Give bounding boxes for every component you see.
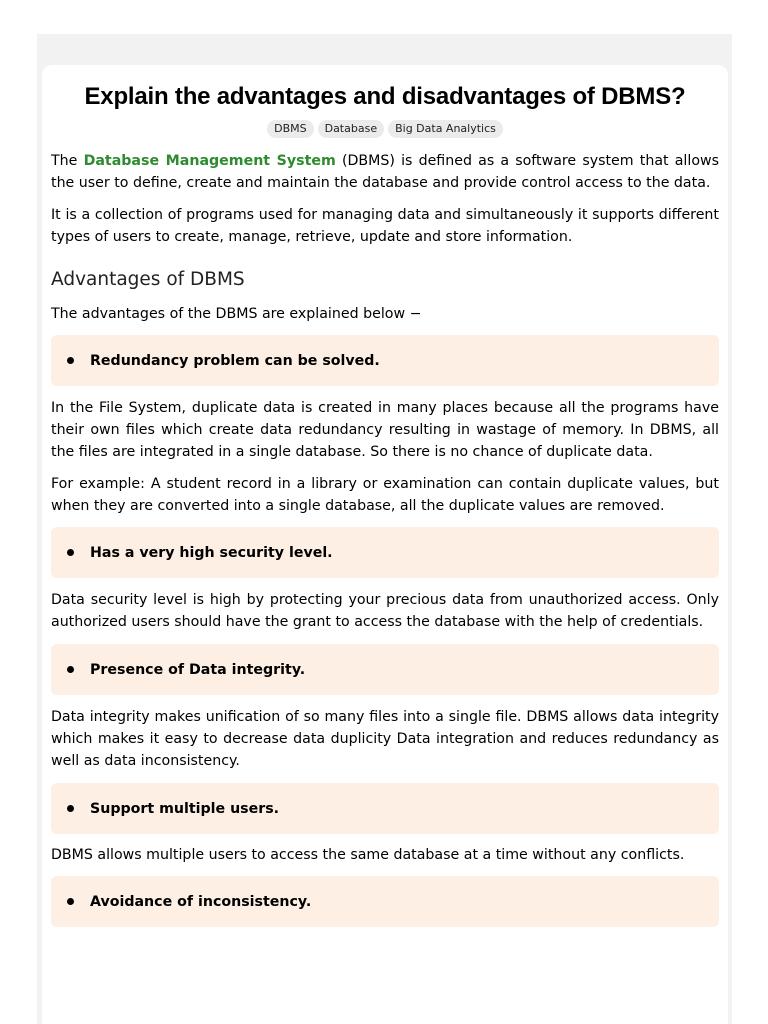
intro-paragraph — [51, 150, 719, 194]
advantage-heading: Avoidance of inconsistency. — [90, 893, 312, 910]
tag-dbms[interactable]: DBMS — [267, 120, 314, 138]
advantage-heading: Redundancy problem can be solved. — [90, 352, 380, 369]
article-content — [51, 150, 719, 927]
advantages-heading: Advantages of DBMS — [51, 269, 245, 290]
bullet-icon — [67, 898, 74, 905]
advantages-lead: The advantages of the DBMS are explained below − — [51, 306, 422, 322]
dbms-link[interactable]: Database Management System — [83, 153, 336, 169]
advantage-paragraph: Data security level is high by protecting your precious data from unauthorized access. Only authorized users should have the grant to access the database with the help of credentials. — [51, 592, 719, 630]
advantage-item-redundancy — [51, 335, 719, 386]
advantage-heading: Support multiple users. — [90, 800, 280, 817]
advantage-paragraph: In the File System, duplicate data is created in many places because all the programs have their own files which create data redundancy resulting in wastage of memory. In DBMS, all the files are integrated in a single database. So there is no chance of duplicate data. — [51, 400, 719, 460]
advantage-heading: Has a very high security level. — [90, 544, 333, 561]
advantage-heading: Presence of Data integrity. — [90, 661, 306, 678]
tag-big-data-analytics[interactable]: Big Data Analytics — [388, 120, 503, 138]
intro-paragraph-2: It is a collection of programs used for managing data and simultaneously it supports different types of users to create, manage, retrieve, update and store information. — [51, 207, 719, 245]
bullet-icon — [67, 549, 74, 556]
advantage-paragraph: DBMS allows multiple users to access the same database at a time without any conflicts. — [51, 847, 685, 863]
advantage-paragraph: For example: A student record in a library or examination can contain duplicate values, but when they are converted into a single database, all the duplicate values are removed. — [51, 476, 719, 514]
page-title: Explain the advantages and disadvantages of DBMS? — [84, 83, 686, 110]
advantage-item-multiple-users — [51, 783, 719, 834]
article-card — [42, 65, 728, 1024]
bullet-icon — [67, 805, 74, 812]
advantage-paragraph: Data integrity makes unification of so many files into a single file. DBMS allows data integrity which makes it easy to decrease data duplicity Data integration and reduces redundancy as well as data inconsistency. — [51, 709, 719, 769]
bullet-icon — [67, 666, 74, 673]
intro-suffix: (DBMS) is defined as a software system that allows the user to define, create and maintain the database and provide control access to the data. — [51, 153, 719, 191]
advantage-item-integrity — [51, 644, 719, 695]
advantage-item-inconsistency — [51, 876, 719, 927]
tag-database[interactable]: Database — [318, 120, 385, 138]
bullet-icon — [67, 357, 74, 364]
tag-list — [51, 120, 719, 138]
intro-prefix: The — [51, 153, 84, 169]
advantage-item-security — [51, 527, 719, 578]
